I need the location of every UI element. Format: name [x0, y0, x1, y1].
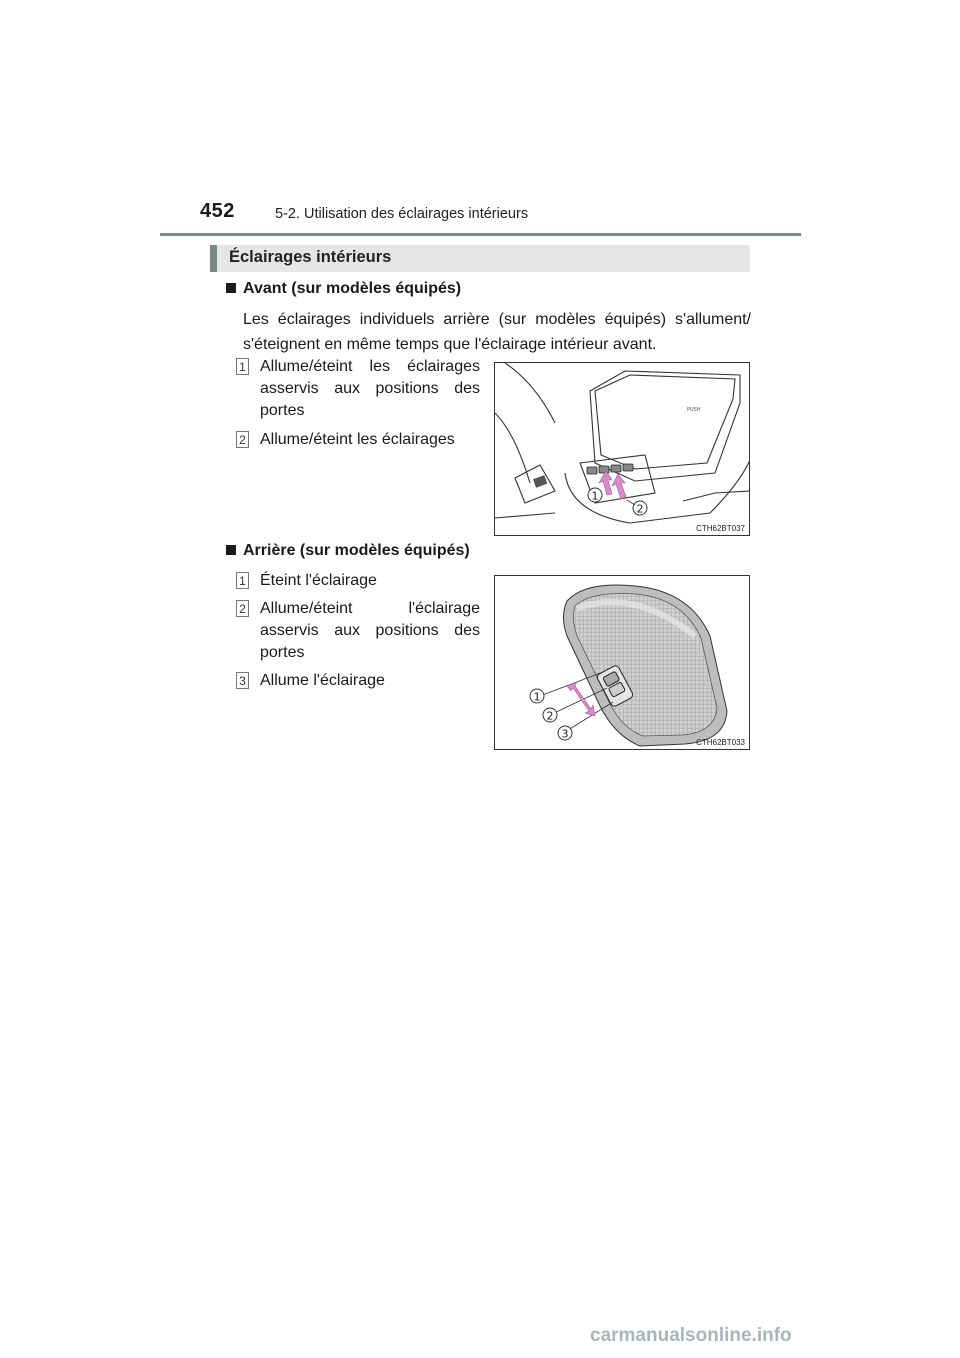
item-number: 2: [236, 431, 249, 448]
section-title-bar: [210, 245, 750, 272]
front-heading-text: Avant (sur modèles équipés): [243, 280, 462, 297]
item-number: 3: [236, 672, 249, 689]
rear-item-3: [236, 670, 480, 692]
front-item-2: [236, 429, 480, 451]
rear-heading: [226, 542, 470, 560]
item-number: 1: [236, 358, 249, 375]
rear-lamp-illustration: [495, 576, 750, 750]
running-head: 5-2. Utilisation des éclairages intérieurs: [275, 206, 529, 222]
push-label: PUSH: [687, 407, 701, 413]
figure-code: CTH62BT033: [696, 738, 745, 747]
callout-1: 1: [591, 489, 599, 503]
item-text: Éteint l'éclairage: [260, 572, 377, 589]
item-text: Allume/éteint les éclairages: [260, 431, 455, 448]
section-title: Éclairages intérieurs: [229, 248, 392, 266]
item-text: Allume/éteint l'éclairage asservis aux positions des portes: [260, 600, 480, 661]
front-paragraph: Les éclairages individuels arrière (sur modèles équipés) s'allument/ s'éteignent en même temps que l'éclairage intérieur avant.: [243, 311, 751, 353]
page-number: 452: [200, 200, 235, 222]
callout-2: 2: [636, 502, 644, 516]
front-console-illustration: [495, 363, 750, 536]
rear-heading-text: Arrière (sur modèles équipés): [243, 542, 470, 559]
figure-code: CTH62BT037: [696, 524, 745, 533]
item-text: Allume l'éclairage: [260, 672, 385, 689]
square-bullet-icon: [226, 283, 236, 293]
item-number: 1: [236, 572, 249, 589]
square-bullet-icon: [226, 545, 236, 555]
front-item-1: [236, 356, 480, 422]
item-text: Allume/éteint les éclairages asservis aux positions des portes: [260, 358, 480, 419]
callout-2: 2: [546, 709, 554, 723]
callout-3: 3: [561, 727, 569, 741]
item-number: 2: [236, 600, 249, 617]
callout-1: 1: [533, 690, 541, 704]
rear-item-1: [236, 570, 480, 592]
rear-item-2: [236, 598, 480, 664]
header-rule: [160, 233, 801, 236]
watermark: carmanualsonline.info: [590, 1325, 792, 1346]
rear-lamp-figure: [494, 575, 750, 750]
front-console-figure: [494, 362, 750, 536]
front-heading: [226, 280, 461, 298]
